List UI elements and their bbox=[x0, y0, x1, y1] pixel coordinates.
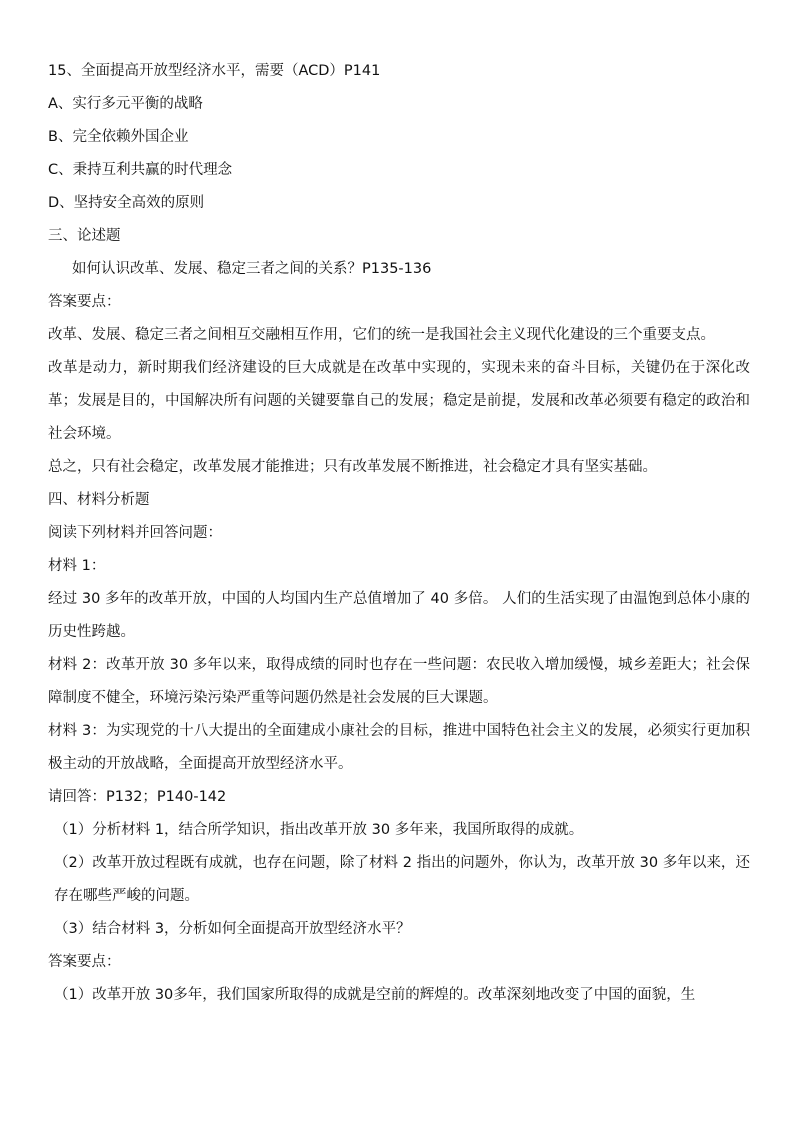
section-4-heading: 四、材料分析题 bbox=[48, 492, 150, 508]
question-15-stem: 15、全面提高开放型经济水平，需要（ACD）P141 bbox=[48, 63, 381, 79]
material-3-text: 材料 3：为实现党的十八大提出的全面建成小康社会的目标，推进中国特色社会主义的发展，必须实行更加积极主动的开放战略，全面提高开放型经济水平。 bbox=[48, 723, 750, 772]
option-a: A、实行多元平衡的战略 bbox=[48, 96, 203, 112]
analysis-question-2: （2）改革开放过程既有成就，也存在问题，除了材料 2 指出的问题外，你认为，改革开放 30 多年以来，还存在哪些严峻的问题。 bbox=[54, 855, 750, 904]
material-intro: 阅读下列材料并回答问题： bbox=[48, 525, 222, 541]
essay-paragraph-2: 改革是动力，新时期我们经济建设的巨大成就是在改革中实现的，实现未来的奋斗目标，关键仍在于深化改革；发展是目的，中国解决所有问题的关键要靠自己的发展；稳定是前提，发展和改革必须要有稳定的政治和社会环境。 bbox=[48, 360, 750, 442]
essay-paragraph-3: 总之，只有社会稳定，改革发展才能推进；只有改革发展不断推进，社会稳定才具有坚实基础。 bbox=[48, 459, 657, 475]
analysis-answer-label: 答案要点： bbox=[48, 954, 121, 970]
material-1-text: 经过 30 多年的改革开放，中国的人均国内生产总值增加了 40 多倍。 人们的生活实现了由温饱到总体小康的历史性跨越。 bbox=[48, 591, 750, 640]
option-b: B、完全依赖外国企业 bbox=[48, 129, 189, 145]
document-page bbox=[48, 55, 750, 1012]
analysis-question-1: （1）分析材料 1，结合所学知识，指出改革开放 30 多年来，我国所取得的成就。 bbox=[54, 822, 584, 838]
material-1-label: 材料 1： bbox=[48, 558, 106, 574]
option-d: D、坚持安全高效的原则 bbox=[48, 195, 205, 211]
analysis-answer-1: （1）改革开放 30多年，我们国家所取得的成就是空前的辉煌的。改革深刻地改变了中国的面貌，生 bbox=[54, 987, 696, 1003]
material-2-text: 材料 2：改革开放 30 多年以来，取得成绩的同时也存在一些问题：农民收入增加缓慢，城乡差距大；社会保障制度不健全，环境污染污染严重等问题仍然是社会发展的巨大课题。 bbox=[48, 657, 750, 706]
essay-paragraph-1: 改革、发展、稳定三者之间相互交融相互作用，它们的统一是我国社会主义现代化建设的三个重要支点。 bbox=[48, 327, 715, 343]
section-3-heading: 三、论述题 bbox=[48, 228, 121, 244]
essay-question: 如何认识改革、发展、稳定三者之间的关系？P135-136 bbox=[72, 261, 432, 277]
option-c: C、秉持互利共赢的时代理念 bbox=[48, 162, 233, 178]
please-answer: 请回答：P132；P140-142 bbox=[48, 789, 227, 805]
essay-answer-label: 答案要点： bbox=[48, 294, 121, 310]
analysis-question-3: （3）结合材料 3，分析如何全面提高开放型经济水平？ bbox=[54, 921, 411, 937]
